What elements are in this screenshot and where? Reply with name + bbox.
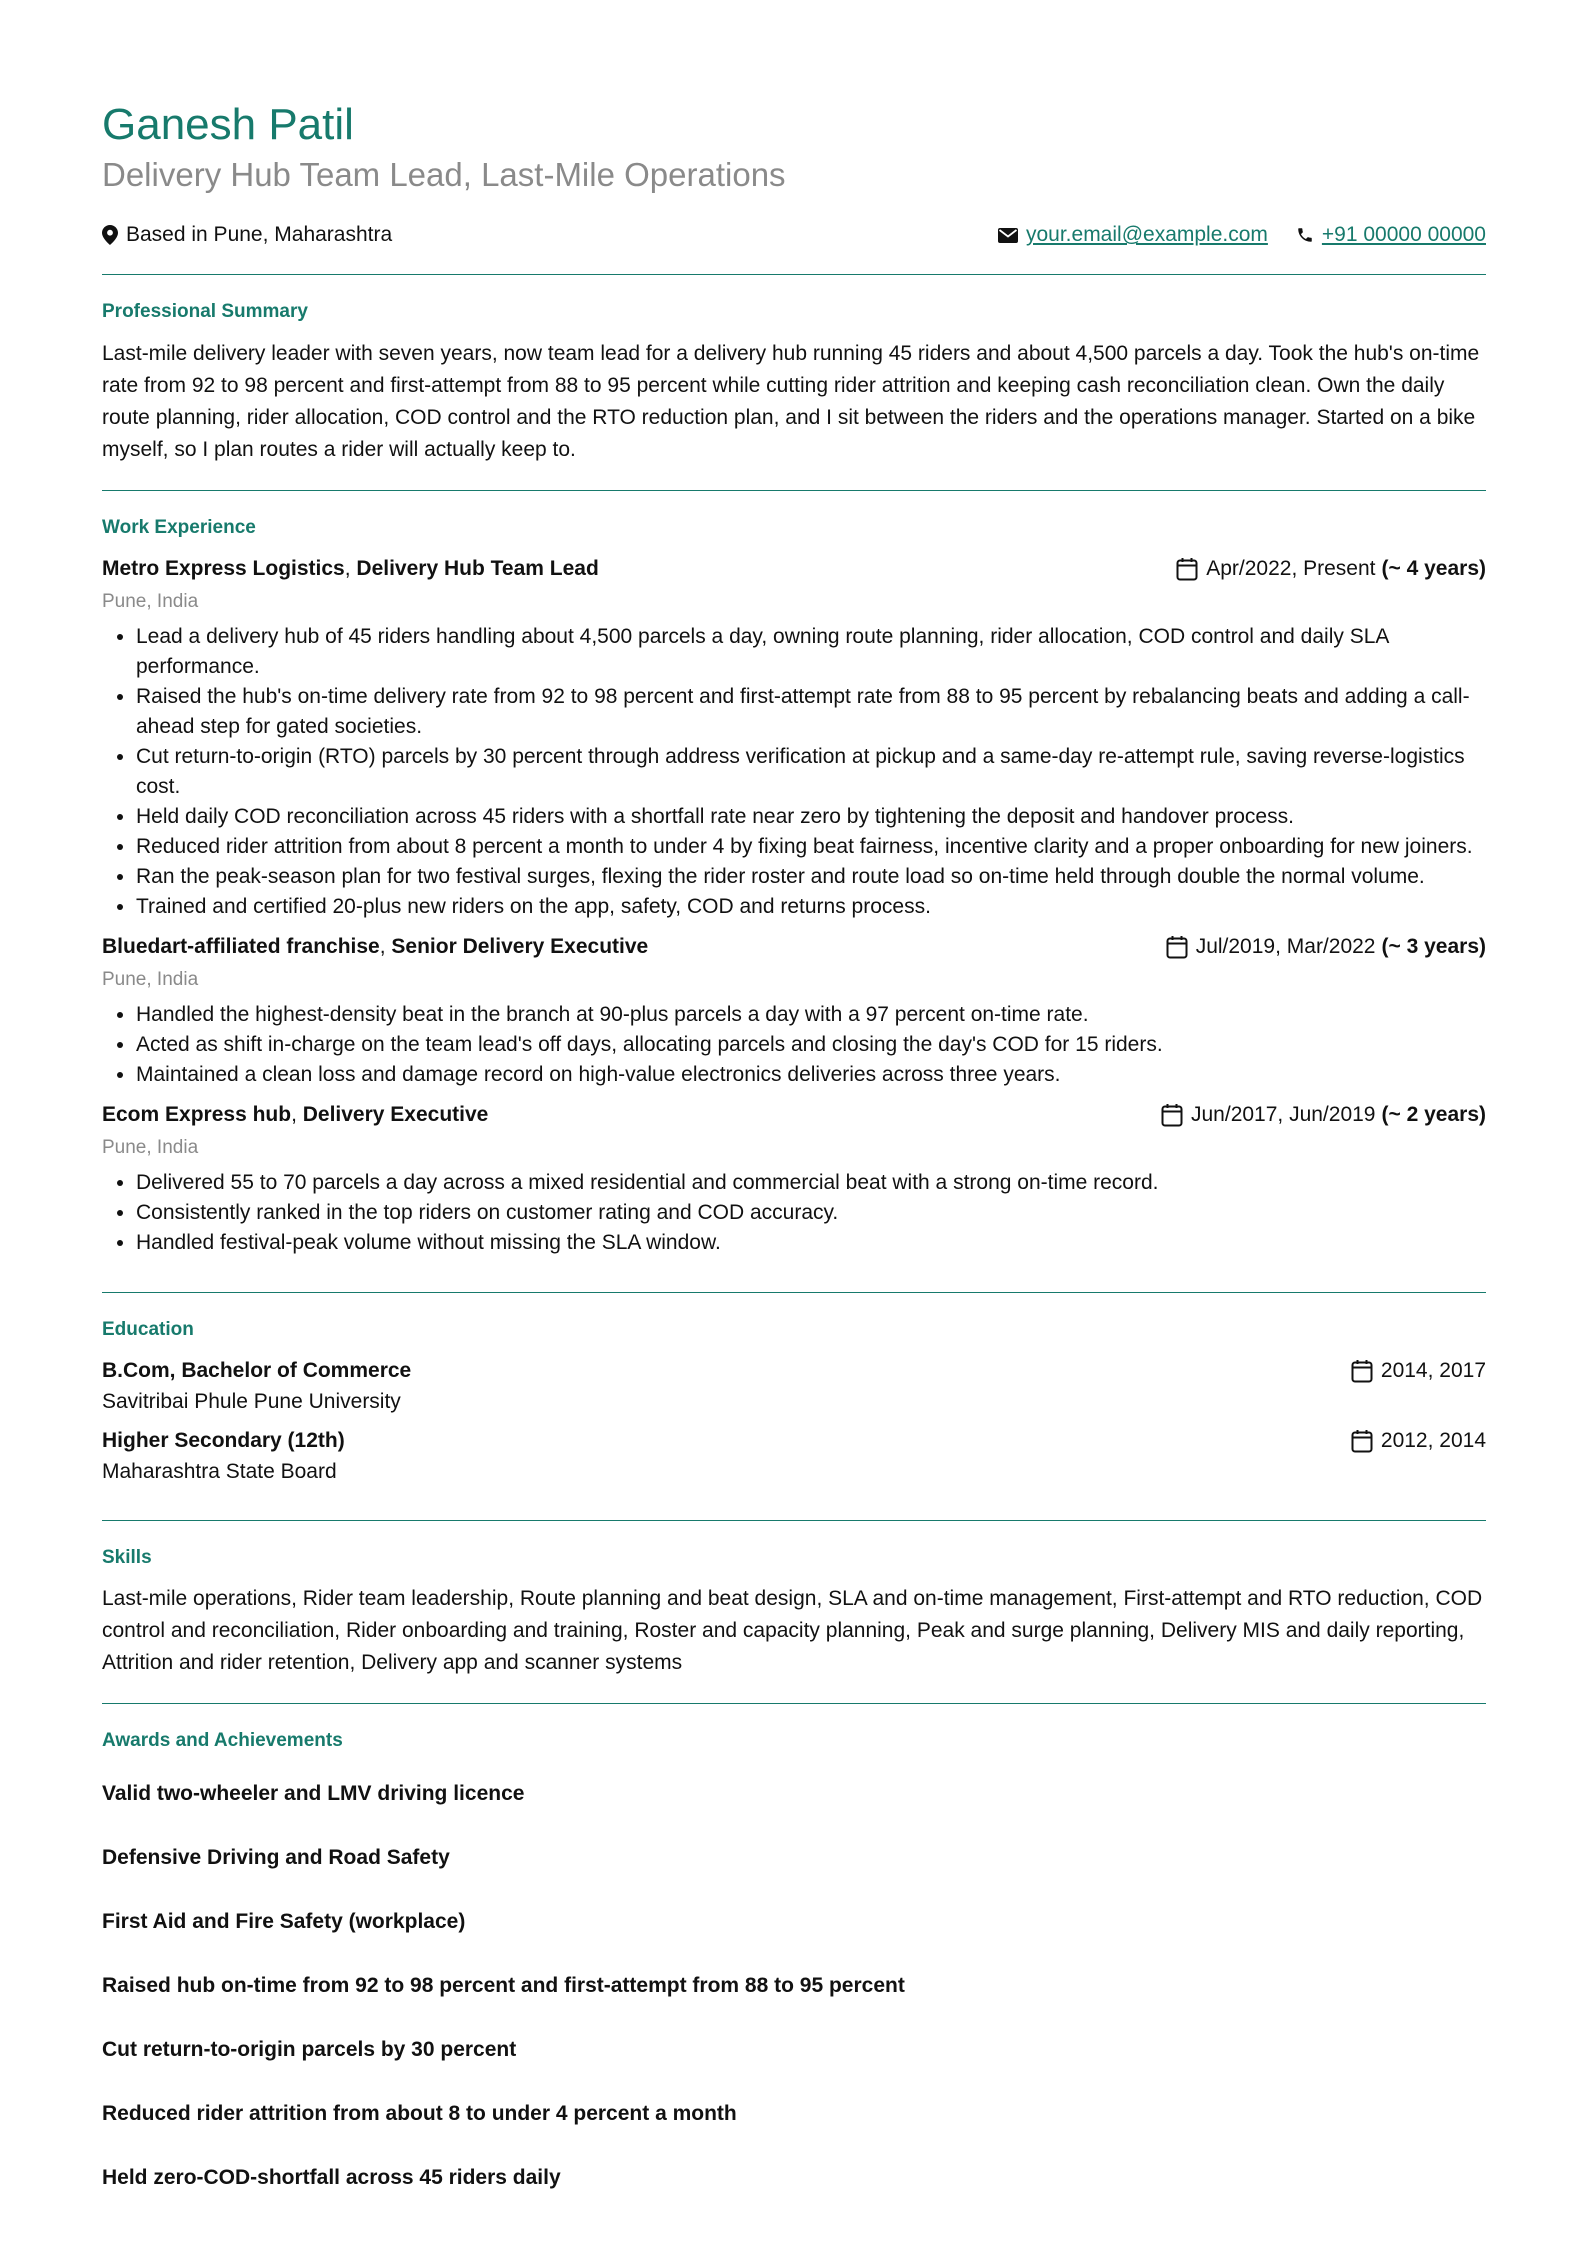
job-dates [1176,554,1486,584]
list-item: • Lead a delivery hub of 45 riders handling about 4,500 parcels a day, owning route planning, rider allocation, COD control and daily SLA performance. [136,622,1486,682]
job-location: Pune, India [102,590,199,612]
job-bullets [102,1168,1486,1258]
job-bullets [102,622,1486,922]
job-location: Pune, India [102,1136,199,1158]
list-item: • Handled the highest-density beat in the branch at 90-plus parcels a day with a 97 percent on-time rate. [136,1000,1486,1030]
degree-name: Higher Secondary (12th) [102,1428,345,1452]
education-header [102,1356,1486,1386]
list-item: • Reduced rider attrition from about 8 percent a month to under 4 by fixing beat fairness, incentive clarity and a proper onboarding for new joiners. [136,832,1486,862]
education-section [102,1293,1486,1520]
contact-right [998,223,1486,247]
job-header [102,1100,1486,1130]
email-info [998,223,1268,247]
job-header [102,554,1486,584]
skills-text: Last-mile operations, Rider team leadership, Route planning and beat design, SLA and on-time management, First-attempt and RTO reduction, COD control and reconciliation, Rider onboarding and training, Roster and capacity planning, Peak and surge planning, Delivery MIS and daily reporting, Attrition and rider retention, Delivery app and scanner systems [102,1587,1483,1675]
school-name: Savitribai Phule Pune University [102,1389,401,1413]
job-title: Metro Express Logistics, Delivery Hub Team Lead [102,556,599,580]
calendar-icon [1166,935,1188,959]
duration: (~ 3 years) [1381,934,1486,958]
calendar-icon [1161,1103,1183,1127]
phone-link[interactable]: +91 00000 00000 [1321,223,1486,247]
company-name: Ecom Express hub [102,1102,292,1126]
list-item: • Consistently ranked in the top riders on customer rating and COD accuracy. [136,1198,1486,1228]
job-entry [102,554,1486,922]
contact-row [102,220,1486,250]
list-item: • Cut return-to-origin (RTO) parcels by 30 percent through address verification at pickup and a same-day re-attempt rule, saving reverse-logistics cost. [136,742,1486,802]
job-bullets [102,1000,1486,1090]
job-header [102,932,1486,962]
education-entry [102,1426,1486,1488]
awards-section [102,1704,1486,2251]
list-item: • Held daily COD reconciliation across 45 riders with a shortfall rate near zero by tightening the deposit and handover process. [136,802,1486,832]
company-name: Metro Express Logistics [102,556,345,580]
candidate-headline: Delivery Hub Team Lead, Last-Mile Operations [102,155,786,193]
section-title: Education [102,1318,194,1340]
location-info [102,223,392,247]
date-range: Apr/2022, Present [1206,556,1376,580]
date-range: Jun/2017, Jun/2019 [1191,1102,1376,1126]
award-item: Cut return-to-origin parcels by 30 percent [102,2038,517,2062]
date-range: 2014, 2017 [1380,1358,1486,1382]
list-item: • Maintained a clean loss and damage record on high-value electronics deliveries across three years. [136,1060,1486,1090]
section-title: Work Experience [102,516,256,538]
list-item: • Handled festival-peak volume without missing the SLA window. [136,1228,1486,1258]
summary-text: Last-mile delivery leader with seven years, now team lead for a delivery hub running 45 riders and about 4,500 parcels a day. Took the hub's on-time rate from 92 to 98 percent and first-attempt from 88 to 95 percent while cutting rider attrition and keeping cash reconciliation clean. Own the daily route planning, rider allocation, COD control and the RTO reduction plan, and I sit between the riders and the operations manager. Started on a bike myself, so I plan routes a rider will actually keep to. [102,341,1480,461]
job-title: Bluedart-affiliated franchise, Senior Delivery Executive [102,934,649,958]
award-item: Valid two-wheeler and LMV driving licence [102,1782,525,1806]
date-range: Jul/2019, Mar/2022 [1195,934,1376,958]
award-item: Reduced rider attrition from about 8 to under 4 percent a month [102,2102,737,2126]
calendar-icon [1176,557,1198,581]
summary-section [102,275,1486,490]
education-dates [1351,1356,1486,1386]
list-item: • Raised the hub's on-time delivery rate from 92 to 98 percent and first-attempt rate from 88 to 95 percent by rebalancing beats and adding a call-ahead step for gated societies. [136,682,1486,742]
list-item: • Delivered 55 to 70 parcels a day across a mixed residential and commercial beat with a strong on-time record. [136,1168,1486,1198]
company-name: Bluedart-affiliated franchise [102,934,380,958]
job-title: Ecom Express hub, Delivery Executive [102,1102,489,1126]
job-entry [102,1100,1486,1258]
list-item: • Trained and certified 20-plus new riders on the app, safety, COD and returns process. [136,892,1486,922]
award-item: First Aid and Fire Safety (workplace) [102,1910,466,1934]
award-item: Held zero-COD-shortfall across 45 riders daily [102,2166,561,2190]
date-range: 2012, 2014 [1380,1428,1486,1452]
calendar-icon [1351,1359,1373,1383]
skills-section [102,1521,1486,1704]
education-header [102,1426,1486,1456]
job-location: Pune, India [102,968,199,990]
phone-info [1296,223,1486,247]
list-item: • Acted as shift in-charge on the team lead's off days, allocating parcels and closing the day's COD for 15 riders. [136,1030,1486,1060]
section-title: Awards and Achievements [102,1730,343,1752]
role-name: Senior Delivery Executive [391,934,649,958]
email-link[interactable]: your.email@example.com [1025,223,1268,247]
job-dates [1166,932,1486,962]
education-dates [1351,1426,1486,1456]
map-pin-icon [102,225,118,245]
candidate-name: Ganesh Patil [102,100,354,149]
school-name: Maharashtra State Board [102,1459,337,1483]
section-title: Skills [102,1546,152,1568]
degree-name: B.Com, Bachelor of Commerce [102,1358,412,1382]
job-dates [1161,1100,1486,1130]
calendar-icon [1351,1429,1373,1453]
duration: (~ 2 years) [1381,1102,1486,1126]
award-item: Raised hub on-time from 92 to 98 percent and first-attempt from 88 to 95 percent [102,1974,905,1998]
role-name: Delivery Hub Team Lead [356,556,599,580]
role-name: Delivery Executive [302,1102,489,1126]
section-title: Professional Summary [102,301,308,323]
envelope-icon [998,228,1018,243]
job-entry [102,932,1486,1090]
contact-left [102,223,392,247]
experience-section [102,491,1486,1292]
award-item: Defensive Driving and Road Safety [102,1846,450,1870]
duration: (~ 4 years) [1381,556,1486,580]
list-item: • Ran the peak-season plan for two festival surges, flexing the rider roster and route load so on-time held through double the normal volume. [136,862,1486,892]
phone-icon [1296,226,1314,244]
location-text: Based in Pune, Maharashtra [126,223,393,247]
education-entry [102,1356,1486,1418]
